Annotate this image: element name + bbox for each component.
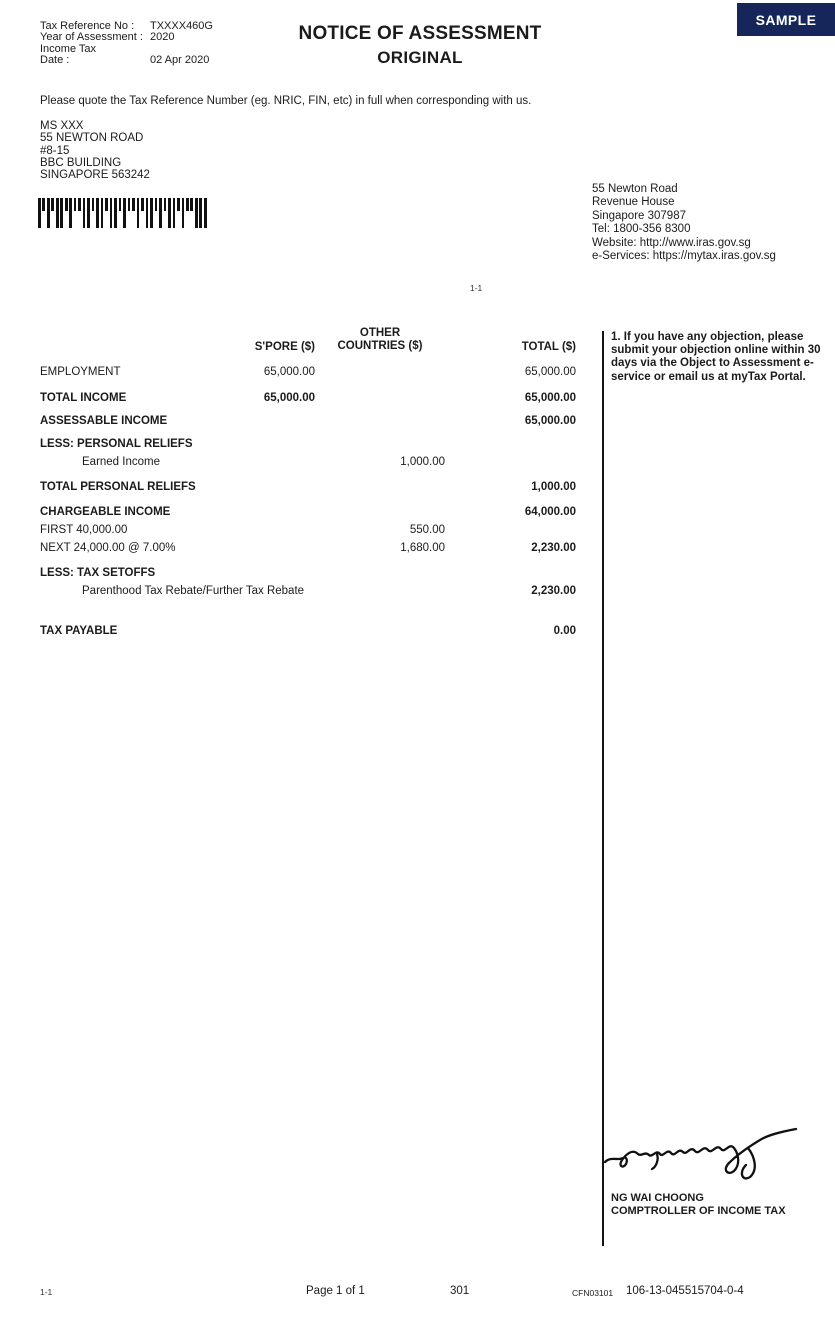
- barcode-bar: [38, 198, 41, 228]
- table-row: [40, 437, 576, 455]
- page-marker-top: 1-1: [470, 283, 483, 293]
- barcode-bar: [164, 198, 167, 211]
- address-line: BBC BUILDING: [40, 156, 122, 169]
- barcode-bar: [51, 198, 54, 211]
- row-label: TAX PAYABLE: [40, 625, 118, 637]
- title-line2: ORIGINAL: [377, 48, 463, 67]
- table-row: [40, 480, 576, 498]
- row-label: FIRST 40,000.00: [40, 524, 128, 536]
- table-row: [40, 365, 576, 383]
- contact-line: e-Services: https://mytax.iras.gov.sg: [592, 250, 776, 263]
- quote-notice: Please quote the Tax Reference Number (eg. NRIC, FIN, etc) in full when corresponding with us.: [40, 95, 532, 107]
- sample-badge: SAMPLE: [737, 3, 835, 36]
- assessment-table-header: [40, 327, 576, 353]
- barcode-bar: [74, 198, 77, 211]
- table-row: [40, 505, 576, 523]
- year-of-assessment-label: Year of Assessment :: [40, 31, 143, 44]
- column-header-other-countries: [315, 327, 445, 353]
- barcode-bar: [47, 198, 50, 228]
- column-header-other-line1: OTHER: [359, 327, 401, 339]
- assessment-table-body: [40, 365, 576, 642]
- contact-line: Singapore 307987: [592, 209, 686, 222]
- barcode-bar: [114, 198, 117, 228]
- cell-total-amount: 65,000.00: [524, 366, 576, 378]
- cell-spore-amount: 65,000.00: [263, 366, 315, 378]
- row-label: LESS: TAX SETOFFS: [40, 567, 156, 579]
- signature-scribble: [600, 1120, 805, 1188]
- barcode-bar: [60, 198, 63, 228]
- row-label: EMPLOYMENT: [40, 366, 121, 378]
- contact-line: Revenue House: [592, 196, 675, 209]
- barcode-bar: [177, 198, 180, 211]
- barcode-bar: [137, 198, 140, 228]
- address-line: SINGAPORE 563242: [40, 169, 150, 182]
- document-title: [260, 23, 580, 68]
- barcode-bar: [83, 198, 86, 228]
- cell-other-countries-amount: 550.00: [409, 524, 445, 536]
- barcode-bar: [141, 198, 144, 211]
- income-tax-label: Income Tax: [40, 42, 97, 55]
- meta-row: [40, 55, 213, 66]
- row-label: Earned Income: [82, 456, 160, 468]
- signatory-name: NG WAI CHOONG: [611, 1192, 704, 1204]
- cell-spore-amount: 65,000.00: [263, 392, 315, 404]
- barcode-bar: [132, 198, 135, 211]
- document-meta: [40, 21, 213, 67]
- signatory-title: COMPTROLLER OF INCOME TAX: [611, 1205, 786, 1217]
- barcode-bar: [146, 198, 149, 228]
- footer-code-cfn: CFN03101: [572, 1288, 614, 1298]
- row-label: NEXT 24,000.00 @ 7.00%: [40, 542, 176, 554]
- table-row: [40, 624, 576, 642]
- barcode-bar: [155, 198, 158, 211]
- recipient-address: [40, 120, 150, 181]
- barcode-bar: [199, 198, 202, 228]
- cell-total-amount: 64,000.00: [524, 506, 576, 518]
- barcode-bar: [78, 198, 81, 211]
- column-header-total: TOTAL ($): [521, 341, 576, 353]
- barcode-bar: [190, 198, 193, 211]
- table-row: [40, 566, 576, 584]
- barcode-bar: [195, 198, 198, 228]
- row-label: TOTAL INCOME: [40, 392, 127, 404]
- barcode-bar: [105, 198, 108, 211]
- footer-page-label: Page 1 of 1: [306, 1285, 365, 1297]
- title-line1: NOTICE OF ASSESSMENT: [298, 23, 542, 44]
- contact-line: Tel: 1800-356 8300: [592, 223, 691, 236]
- table-row: [40, 455, 576, 473]
- footer-page-marker: 1-1: [40, 1287, 53, 1297]
- table-row: [40, 391, 576, 409]
- cell-total-amount: 2,230.00: [531, 585, 576, 597]
- cell-total-amount: 65,000.00: [524, 415, 576, 427]
- barcode-bar: [159, 198, 162, 228]
- year-of-assessment-value: 2020: [150, 31, 175, 44]
- barcode-bar: [56, 198, 59, 228]
- barcode-bar: [110, 198, 113, 228]
- postal-barcode: [38, 198, 214, 228]
- signatory-block: [611, 1192, 786, 1218]
- barcode-bar: [87, 198, 90, 228]
- address-line: MS XXX: [40, 120, 84, 132]
- barcode-bar: [186, 198, 189, 211]
- contact-line: Website: http://www.iras.gov.sg: [592, 236, 751, 249]
- iras-contact-block: [592, 183, 776, 263]
- barcode-bar: [96, 198, 99, 228]
- cell-total-amount: 1,000.00: [531, 481, 576, 493]
- sidebar-divider-line: [602, 331, 604, 1246]
- table-row: [40, 541, 576, 559]
- table-row: [40, 414, 576, 432]
- barcode-bar: [92, 198, 95, 211]
- address-line: 55 NEWTON ROAD: [40, 132, 144, 145]
- footer-code-301: 301: [450, 1285, 470, 1297]
- cell-other-countries-amount: 1,680.00: [400, 542, 445, 554]
- barcode-bar: [182, 198, 185, 228]
- row-label: ASSESSABLE INCOME: [40, 415, 168, 427]
- objection-note: 1. If you have any objection, please submit your objection online within 30 days via the Object to Assessment e-service or email us at myTax Portal.: [611, 331, 821, 383]
- tax-ref-value: TXXXX460G: [150, 20, 213, 32]
- contact-line: 55 Newton Road: [592, 183, 678, 195]
- table-row: [40, 584, 576, 602]
- barcode-bar: [42, 198, 45, 211]
- barcode-bar: [150, 198, 153, 228]
- cell-total-amount: 0.00: [553, 625, 576, 637]
- row-label: TOTAL PERSONAL RELIEFS: [40, 481, 196, 493]
- column-header-other-line2: COUNTRIES ($): [337, 340, 423, 352]
- barcode-bar: [119, 198, 122, 211]
- barcode-bar: [65, 198, 68, 211]
- cell-other-countries-amount: 1,000.00: [400, 456, 445, 468]
- footer-reference-number: 106-13-045515704-0-4: [626, 1285, 744, 1297]
- barcode-bar: [204, 198, 207, 228]
- barcode-bar: [173, 198, 176, 228]
- address-line: #8-15: [40, 144, 70, 157]
- cell-total-amount: 65,000.00: [524, 392, 576, 404]
- date-label: Date :: [40, 54, 70, 67]
- row-label: CHARGEABLE INCOME: [40, 506, 171, 518]
- cell-total-amount: 2,230.00: [531, 542, 576, 554]
- table-row: [40, 523, 576, 541]
- barcode-bar: [168, 198, 171, 228]
- row-label: Parenthood Tax Rebate/Further Tax Rebate: [82, 585, 305, 597]
- barcode-bar: [128, 198, 131, 211]
- barcode-bar: [69, 198, 72, 228]
- column-header-spore: S'PORE ($): [254, 341, 315, 353]
- date-value: 02 Apr 2020: [150, 54, 210, 67]
- barcode-bar: [123, 198, 126, 228]
- barcode-bar: [101, 198, 104, 228]
- tax-ref-label: Tax Reference No :: [40, 20, 135, 32]
- row-label: LESS: PERSONAL RELIEFS: [40, 438, 193, 450]
